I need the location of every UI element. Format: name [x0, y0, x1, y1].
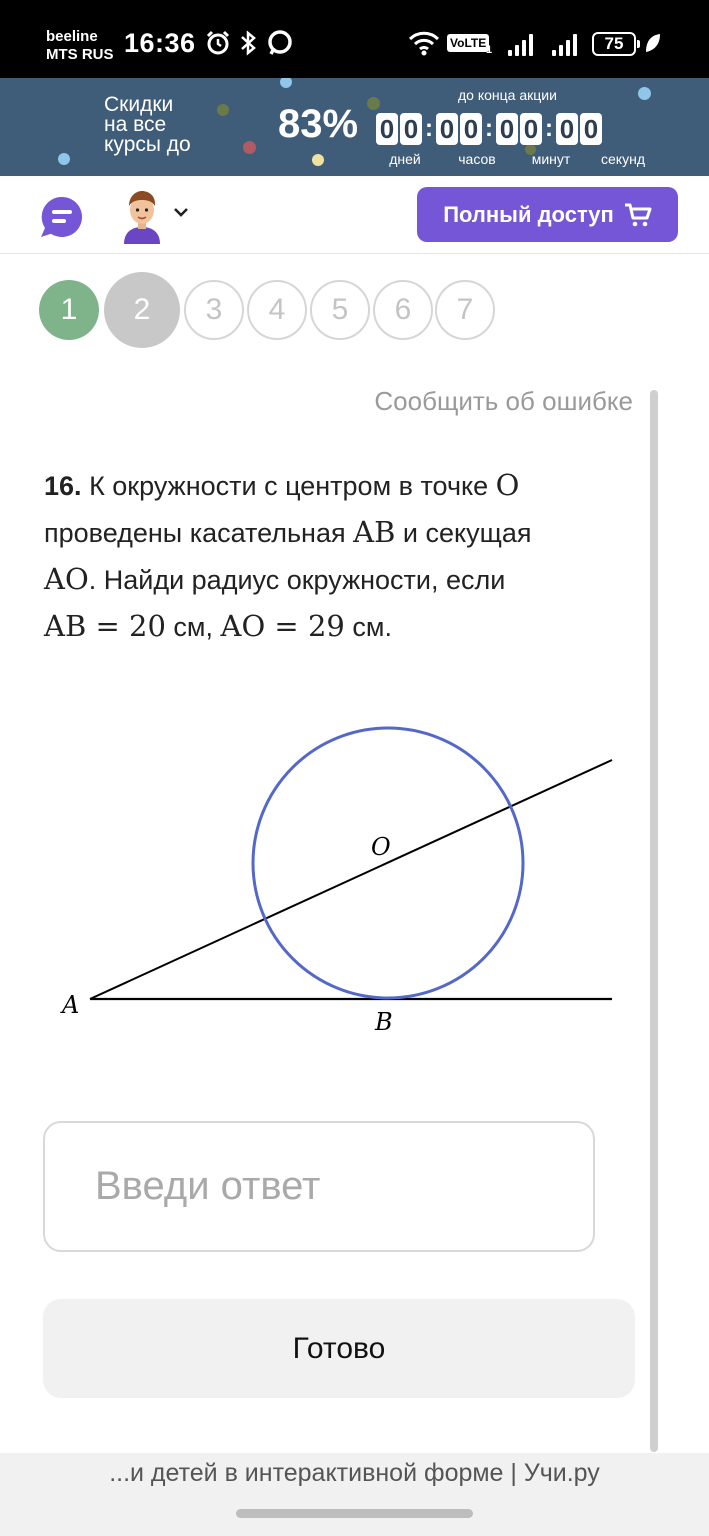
step-4[interactable]: 4: [247, 280, 307, 340]
math-eq-ab: AB = 20: [44, 609, 166, 643]
math-ao: AO: [44, 562, 89, 596]
chat-bubble-icon: [266, 30, 294, 56]
chevron-down-icon[interactable]: [172, 206, 190, 225]
done-button[interactable]: Готово: [43, 1299, 635, 1398]
decor-dot: [638, 87, 651, 100]
promo-until-label: до конца акции: [458, 87, 557, 103]
alarm-icon: [205, 30, 231, 56]
decor-dot: [312, 154, 324, 166]
math-ab: AB: [353, 515, 396, 549]
task-text: 16. К окружности с центром в точке O проведены касательная AB и секущая AO. Найди радиус окружности, если AB = 20 см, AO = 29 см.: [44, 468, 532, 643]
label-a: A: [62, 991, 80, 1019]
wifi-icon: [408, 30, 440, 56]
footer-page-title: ...и детей в интерактивной форме | Учи.ру: [109, 1459, 600, 1487]
countdown-digit: 0: [460, 113, 482, 145]
countdown-label-hours: часов: [458, 151, 496, 167]
report-error-link[interactable]: Сообщить об ошибке: [374, 386, 633, 416]
task-number: 16.: [44, 471, 82, 501]
avatar[interactable]: [118, 188, 166, 249]
countdown-digit: 0: [556, 113, 578, 145]
step-2[interactable]: 2: [104, 272, 180, 348]
home-indicator[interactable]: [236, 1509, 473, 1518]
carrier-name: beeline MTS RUS: [46, 28, 114, 63]
step-7[interactable]: 7: [435, 280, 495, 340]
volte-badge: VoLTE: [447, 34, 489, 52]
chat-icon[interactable]: [38, 193, 86, 246]
bluetooth-icon: [238, 30, 258, 56]
countdown-digit: 0: [400, 113, 422, 145]
geometry-figure: [40, 700, 640, 1055]
step-3[interactable]: 3: [184, 280, 244, 340]
decor-dot: [217, 104, 229, 116]
math-o: O: [495, 468, 520, 502]
footer: [0, 1453, 709, 1536]
task-steps: [0, 270, 709, 350]
app-header: [0, 176, 709, 254]
countdown-timer: [376, 113, 604, 145]
signal-icon: [552, 32, 577, 56]
countdown-label-seconds: секунд: [601, 151, 645, 167]
status-bar: [0, 0, 709, 78]
countdown-digit: 0: [520, 113, 542, 145]
signal-icon: [508, 32, 533, 56]
status-time: 16:36: [124, 28, 196, 58]
label-b: B: [375, 1008, 393, 1036]
decor-dot: [58, 153, 70, 165]
decor-dot: [367, 97, 380, 110]
step-1[interactable]: 1: [39, 280, 99, 340]
decor-dot: [280, 78, 292, 88]
countdown-separator: :: [425, 115, 433, 142]
countdown-digit: 0: [496, 113, 518, 145]
promo-banner[interactable]: [0, 78, 709, 176]
battery-icon: 75: [592, 32, 636, 56]
countdown-separator: :: [485, 115, 493, 142]
countdown-digit: 0: [580, 113, 602, 145]
full-access-label: Полный доступ: [443, 201, 614, 227]
countdown-label-days: дней: [389, 151, 421, 167]
scrollbar[interactable]: [650, 390, 658, 1452]
leaf-icon: [644, 30, 662, 56]
countdown-digit: 0: [436, 113, 458, 145]
countdown-digit: 0: [376, 113, 398, 145]
secant-line-ao: [90, 760, 612, 999]
decor-dot: [243, 141, 256, 154]
sim-index: 1: [486, 44, 493, 56]
countdown-separator: :: [545, 115, 553, 142]
step-5[interactable]: 5: [310, 280, 370, 340]
math-eq-ao: AO = 29: [220, 609, 345, 643]
label-o: O: [371, 833, 391, 861]
step-6[interactable]: 6: [373, 280, 433, 340]
cart-icon: [624, 202, 652, 228]
promo-text: Скидки на все курсы до: [104, 93, 191, 156]
answer-input[interactable]: [43, 1121, 595, 1252]
promo-percent: 83%: [278, 102, 359, 146]
full-access-button[interactable]: [417, 187, 678, 242]
countdown-label-minutes: минут: [531, 151, 571, 167]
